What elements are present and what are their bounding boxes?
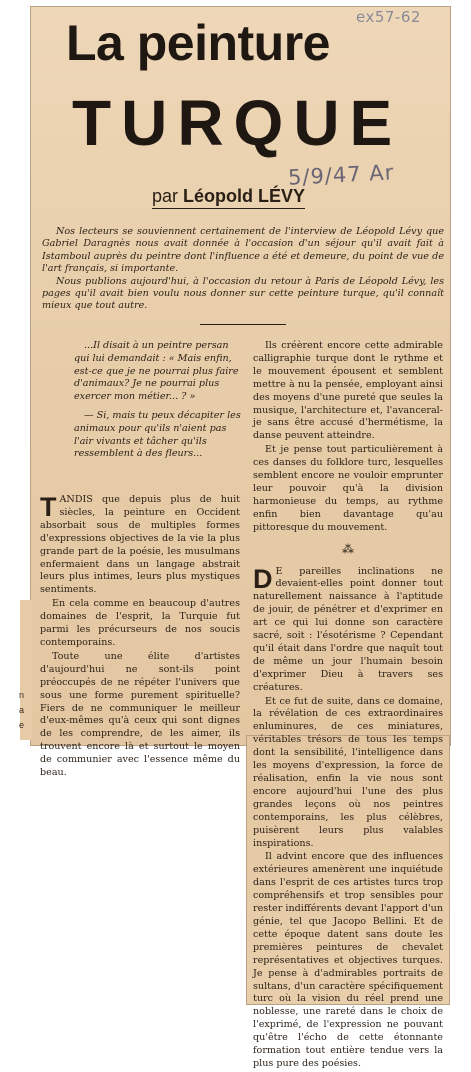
margin-letter: e — [19, 720, 25, 730]
headline-line1: La peinture — [66, 15, 330, 71]
epigraph-paragraph: ...Il disait à un peintre persan qui lui demandait : « Mais enfin, est-ce que je ne pourrai plus faire d'animaux? Je ne pourrai plus exercer mon métier... ? » — [74, 340, 239, 403]
headline-line2: TURQUE — [72, 87, 403, 159]
separator-rule — [200, 324, 286, 325]
margin-letters — [19, 688, 29, 733]
body-paragraph: En cela comme en beaucoup d'autres domaines de l'esprit, la Turquie fut parmi les précurseurs de nos soucis contemporains. — [40, 598, 240, 648]
epigraph — [74, 340, 244, 467]
right-column — [253, 340, 443, 1072]
body-paragraph: Et ce fut de suite, dans ce domaine, la révélation de ces extraordinaires enluminures, de ces miniatures, véritables trésors de tous les temps dont la sensibilité, l'intelligence dans les moyens d'expression, la force de réalisation, enfin la vie nous sont encore aujourd'hui l'une des plus grandes leçons où nos peintres contemporains, les plus célèbres, puisèrent leurs plus valables inspirations. — [253, 695, 443, 849]
article-intro — [42, 226, 444, 313]
body-paragraph: Et je pense tout particulièrement à ces danses du folklore turc, lesquelles semblent encore ne vouloir emprunter leur pouvoir qu'à la division harmonieuse du temps, au rythme enfin bien davantage qu'au pittoresque du mouvement. — [253, 444, 443, 533]
body-paragraph: Ils créèrent encore cette admirable calligraphie turque dont le rythme et le mouvement épousent et semblent mettre à nu la pensée, employant ainsi des moyens d'une pureté que seules la musique, l'architecture et, l'avanceral-je sans être accusé d'hermétisme, la danse peuvent atteindre. — [253, 340, 443, 442]
fleuron-ornament: ⁂ — [342, 541, 354, 556]
margin-letter: a — [19, 705, 25, 715]
lead-paragraph-text: ANDIS que depuis plus de huit siècles, la peinture en Occident absorbait sous de multiples formes d'expressions objectives de la vie la plus grande part de la poésie, les musulmans enfermaient dans un langage abstrait leurs plus intimes, leurs plus mystiques sentiments. — [40, 494, 240, 596]
left-column — [40, 494, 240, 781]
body-paragraph: Toute une élite d'artistes d'aujourd'hui ne sont-ils point préoccupés de ne répéter l'univers que sous une forme purement spirituelle? Fiers de ne communiquer le meilleur d'eux-mêmes qu'à ceux qui sont dignes de les comprendre, de les aimer, ils trouvent encore là et surtout le moyen de communier avec l'essence même du beau. — [40, 650, 240, 779]
byline-prefix: par — [152, 186, 184, 206]
body-paragraph: Il advint encore que des influences extérieures amenèrent une inquiétude dans l'esprit de ces artistes turcs trop compréhensifs et trop sensibles pour rester indifférents devant l'apport d'un génie, tel que Jacopo Bellini. Et de cette époque datent sans doute les premières peintures de chevalet représentatives et objectives turques. Je pense à d'admirables portraits de sultans, d'un caractère spécifiquement turc où la vision du réel prend une noblesse, une rareté dans le choix de l'exprimé, de l'expression ne pouvant qu'être l'écho de cette étonnante formation tout entière tendue vers la plus pure des poésies. — [253, 851, 443, 1069]
byline — [152, 186, 305, 209]
drop-cap: D — [253, 563, 273, 594]
intro-paragraph: Nous publions aujourd'hui, à l'occasion du retour à Paris de Léopold Lévy, les pages qu'il avait bien voulu nous donner sur cette peinture turque, qu'il connaît mieux que tout autre. — [42, 275, 444, 312]
author-name: Léopold LÉVY — [183, 186, 306, 206]
lead-paragraph — [40, 494, 240, 597]
intro-paragraph: Nos lecteurs se souviennent certainement de l'interview de Léopold Lévy que Gabriel Daragnès nous avait donnée à l'occasion d'un séjour qu'il avait fait à Istamboul auprès du peintre dont l'influence a été et demeure, du point de vue de l'art français, si importante. — [42, 226, 444, 275]
drop-cap: T — [40, 492, 57, 522]
margin-letter: n — [19, 690, 25, 700]
archive-reference-note: ex57-62 — [356, 8, 421, 26]
handwritten-date: 5/9/47 Ar — [287, 160, 395, 190]
epigraph-paragraph: — Si, mais tu peux décapiter les animaux pour qu'ils n'aient pas l'air vivants et tâcher qu'ils ressemblent à des fleurs... — [74, 409, 241, 460]
section-lead-paragraph — [253, 563, 443, 695]
section-lead-text: E pareilles inclinations ne devaient-elles point donner tout naturellement naissance à l'aptitude de jouir, de pénétrer et d'exprimer en art ce qui lui donne son caractère sacré, soit : l'ésotérisme ? Cependant qu'il était dans l'ordre que naquît tout de même un jour l'humain besoin d'exprimer Dieu à travers ses créatures. — [253, 565, 443, 693]
